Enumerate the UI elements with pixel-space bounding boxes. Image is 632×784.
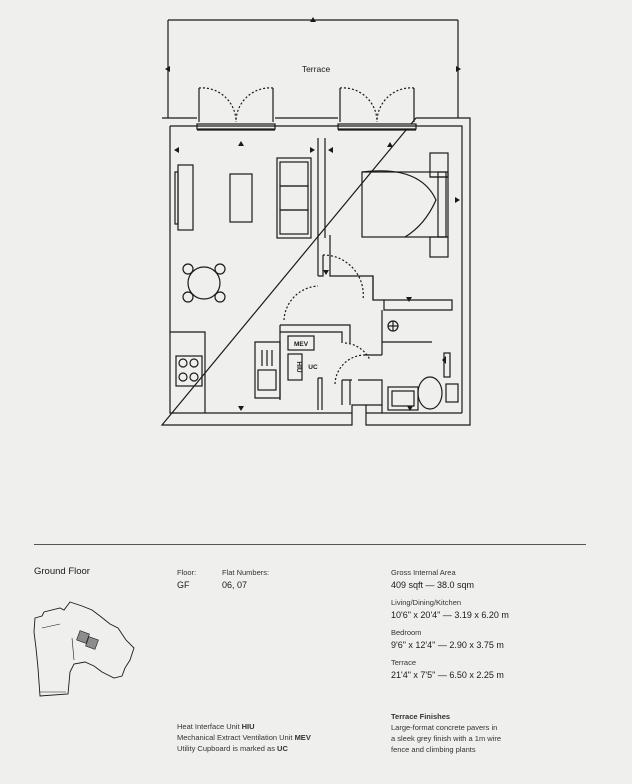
- terrace-door-right: [338, 88, 416, 130]
- legend-uc: Utility Cupboard is marked as UC: [177, 744, 288, 753]
- shower: [382, 321, 432, 342]
- finishes-line-2: a sleek grey finish with a 1m wire: [391, 734, 502, 743]
- finishes-line-1: Large-format concrete pavers in: [391, 723, 498, 732]
- mev-label: MEV: [293, 341, 309, 348]
- section-divider: [34, 544, 586, 545]
- flats-value: 06, 07: [222, 580, 248, 590]
- room2-heading: Bedroom: [391, 628, 422, 637]
- terrace-finishes: [391, 711, 501, 755]
- floor-title: Ground Floor: [34, 566, 90, 577]
- flats-heading: Flat Numbers:: [222, 568, 270, 577]
- key-plan-icon: [30, 598, 140, 703]
- utility-legend: [177, 721, 311, 754]
- legend-hiu: Heat Interface Unit HIU: [177, 722, 255, 731]
- floor-value: GF: [177, 580, 190, 590]
- room1-value: 10'6" x 20'4" — 3.19 x 6.20 m: [391, 610, 509, 620]
- bathroom-sink: [388, 387, 418, 410]
- tv-unit: [175, 165, 193, 230]
- hiu-label: HIU: [295, 361, 302, 373]
- dining-table: [183, 264, 225, 302]
- kitchen-counter: [170, 332, 280, 413]
- floor-heading: Floor:: [177, 568, 197, 577]
- gia-heading: Gross Internal Area: [391, 568, 456, 577]
- finishes-heading: Terrace Finishes: [391, 712, 451, 721]
- toilet: [418, 377, 458, 409]
- room3-value: 21'4" x 7'5" — 6.50 x 2.25 m: [391, 670, 504, 680]
- towel-rail: [444, 353, 450, 377]
- room3-heading: Terrace: [391, 658, 417, 667]
- sofa: [277, 158, 311, 238]
- room1-heading: Living/Dining/Kitchen: [391, 598, 462, 607]
- gia-value: 409 sqft — 38.0 sqm: [391, 580, 475, 590]
- coffee-table: [230, 174, 252, 222]
- uc-label: UC: [308, 364, 318, 371]
- dimension-markers: [165, 17, 461, 411]
- terrace-label: Terrace: [301, 64, 331, 74]
- terrace-door-left: [197, 88, 275, 130]
- finishes-line-3: fence and climbing plants: [391, 745, 476, 754]
- legend-mev: Mechanical Extract Ventilation Unit MEV: [177, 733, 311, 742]
- room2-value: 9'6" x 12'4" — 2.90 x 3.75 m: [391, 640, 504, 650]
